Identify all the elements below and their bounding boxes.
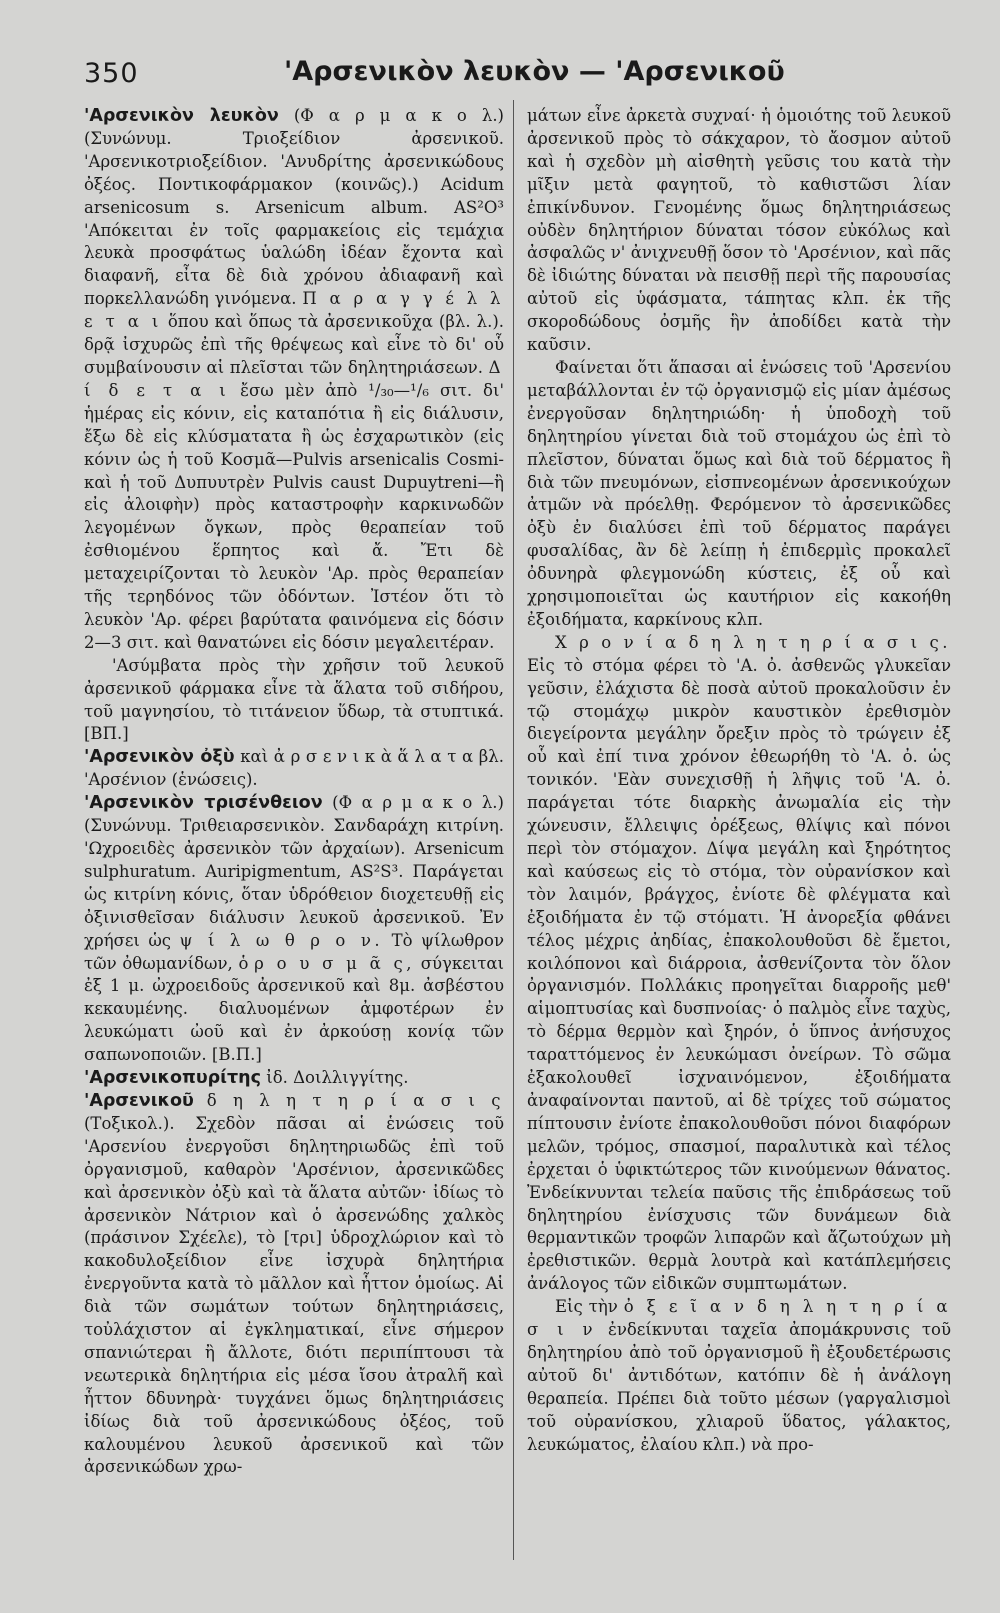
entry-text: Τὸ ψίλωθρον τῶν ὀθωμανίδων, ὁ [84,930,504,973]
entry-text: καὶ ἀ ρ σ ε ν ι κ ὰ ἅ λ α τ α βλ. 'Αρσένιον (ἑνώσεις). [84,747,505,790]
paragraph-acute [527,1296,951,1456]
entry-arsenikon-trisentheion [84,792,504,1067]
entry-text: (Φ α ρ μ α κ ο λ.) (Συνώνυμ. Τριοξείδιον ἀρσενικοῦ. 'Αρσενικοτριοξείδιον. 'Ανυδρίτης ἀρσενικώδους ὀξέος. Ποντικοφάρμακον (κοινῶς).) Acidum arsenicosum s. Arsenicum album. AS²O³ 'Απόκειται ἐν τοῖς φαρμακείοις εἰς τεμάχια λευκὰ προσφάτως ὑαλώδη ἰδέαν ἔχοντα καὶ διαφανῆ, εἶτα δὲ διὰ χρόνου ἀδιαφανῆ καὶ πορκελλανώδη γινόμενα. [84,106,504,309]
entry-text: ἔσω μὲν ἀπὸ ¹/₃₀—¹/₆ σιτ. δι' ἡμέρας εἰς κόνιν, εἰς καταπότια ἢ εἰς διάλυσιν, ἔξω δὲ εἰς κλύσματατα ἢ ὡς ἐσχαρωτικὸν (εἰς κόνιν ὡς ἡ τοῦ Κοσμᾶ—Pulvis arsenicalis Cosmi-καὶ ἡ τοῦ Δυπυυτρὲν Pulvis caust Dupuytreni—ἢ εἰς ἀλοιφὴν) πρὸς καταστροφὴν καρκινωδῶν λεγομένων ὄγκων, πρὸς θεραπείαν τοῦ ἐσθιομένου ἕρπητος καὶ ἄ. Ἔτι δὲ μεταχειρίζονται τὸ λευκὸν 'Αρ. πρὸς θεραπείαν τῆς τερηδόνος τῶν ὀδόντων. Ἰστέον ὅτι τὸ λευκὸν 'Αρ. φέρει βαρύτατα φαινόμενα εἰς δόσιν 2—3 σιτ. καὶ θανατώνει εἰς δόσιν μεγαλειτέραν. [84,380,505,652]
entry-text: ὅπου καὶ ὅπως τὰ ἀρσενικοῦχα (βλ. λ.). δρᾷ ἰσχυρῶς ἐπὶ τῆς θρέψεως καὶ εἶνε τὸ δι' οὗ συμβαίνουσιν αἱ πλεῖσται τῶν δηλητηριάσεων. [84,312,504,377]
spaced-term: ὀ ξ ε ῖ α ν δ η λ η τ η ρ ί α σ ι ν [527,1297,951,1340]
headword: 'Αρσενικὸν τρισένθειον [84,793,323,814]
headword: 'Αρσενικοῦ [84,1090,194,1111]
running-head: 'Αρσενικὸν λευκὸν — 'Αρσενικοῦ [284,56,785,87]
entry-arsenikon-oxy [84,746,504,792]
page-header [84,52,960,96]
paragraph-text: Εἰς τὴν [555,1297,624,1317]
paragraph-text: Εἰς τὸ στόμα φέρει τὸ 'Α. ὀ. ἀσθενῶς γλυκεῖαν γεῦσιν, ἐλάχιστα δὲ ποσὰ αὐτοῦ προκαλοῦσιν ἐν τῷ στομάχῳ μικρὸν καυστικὸν ἐρεθισμὸν διεγείροντα μεγάλην ὄρεξιν πρὸς τὸ τρώγειν ἐξ οὗ καὶ ἐπί τινα χρόνον ἐθεωρήθη τὸ 'Α. ὀ. ὡς τονικόν. 'Εὰν συνεχισθῇ ἡ λῆψις τοῦ 'Α. ὀ. παράγεται τότε διαρκὴς ἀνωμαλία εἰς τὴν χώνευσιν, ἔλλειψις ὀρέξεως, θλίψις καὶ πόνοι περὶ τὸν στόμαχον. Δίψα μεγάλη καὶ ξηρότητος καὶ καύσεως εἰς τὸ στόμα, τὸν οὐρανίσκον καὶ τὸν λαιμόν, βράγχος, ἐνίοτε δὲ φλέγματα καὶ ἐξοιδήματα ἐν τῷ στόματι. Ἡ ἀνορεξία φθάνει τέλος μέχρις ἀηδίας, ἐπακολουθοῦσι δὲ ἔμετοι, κοιλόπονοι καὶ διάρροια, ἀσθενίζοντα τὸν ὅλον ὀργανισμόν. Πολλάκις προηγεῖται διαρροῆς μεθ' αἱμοπτυσίας καὶ δυσπνοίας· ὁ παλμὸς εἶνε ταχὺς, τὸ δέρμα θερμὸν καὶ ξηρόν, ὁ ὕπνος ἀνήσυχος ταραττόμενος ἐν λευκώμασι ὀνείρων. Τὸ σῶμα ἐξακολουθεῖ ἰσχναινόμενον, ἐξοιδήματα ἀναφαίνονται παντοῦ, αἱ δὲ τρίχες τοῦ σώματος πίπτουσιν ἐνίοτε ἐπακολουθοῦσι πόνοι διαφόρων μελῶν, τρόμος, σπασμοί, παραλυτικὰ καὶ τέλος ἐρχεται ὁ ὑφικτώτερος τῶν κινούμενων θάνατος. Ἐνδείκνυνται τελεία παῦσις τῆς ἐπιδράσεως τοῦ δηλητηρίου ἐνίσχυσις τῶν δυνάμεων διὰ θερμαντικῶν τροφῶν λιπαρῶν καὶ ἄζωτούχων μὴ ἐρεθιστικῶν. θερμὰ λουτρὰ καὶ κατάπλεμήσεις ἀνάλογος τῶν εἰδικῶν συμπτωμάτων. [527,655,951,1294]
right-column [527,105,951,1456]
entry-text: σύγκειται ἐξ 1 μ. ὠχροειδοῦς ἀρσενικοῦ καὶ 8μ. ἀσβέστου κεκαυμένης. διαλυομένων ἀμφοτέρων ἐν λευκώματι ὠοῦ καὶ ἐν ἀρκούσῃ κονίᾳ τῶν σαπωνοποιῶν. [Β.Π.] [84,953,504,1065]
paragraph-chronic [527,632,951,1296]
entry-arsenikon-leukon [84,105,504,655]
entry-arsenikopyrites [84,1067,504,1090]
spaced-term: Δ ί δ ε τ α ι [84,357,504,400]
paragraph: 'Ασύμβατα πρὸς τὴν χρῆσιν τοῦ λευκοῦ ἀρσενικοῦ φάρμακα εἶνε τὰ ἅλατα τοῦ σιδήρου, τοῦ μαγνησίου, τὸ τιτάνειον ὕδωρ, τὰ στυπτικά. [ΒΠ.] [84,655,504,744]
spaced-term: ψ ί λ ω θ ρ ο ν. [179,930,384,950]
headword: 'Αρσενικὸν ὀξὺ [84,747,235,768]
paragraph-text: ἐνδείκνυται ταχεῖα ἀπομάκρυνσις τοῦ δηλητηρίου ἀπὸ τοῦ ὀργανισμοῦ ἢ ἐξουδετέρωσις αὐτοῦ δι' ἀντιδότων, κατόπιν δὲ ἡ ἀνάλογη θεραπεία. Πρέπει διὰ τοῦτο μέσων (γαργαλισμοὶ τοῦ οὐρανίσκου, χλιαροῦ ὕδατος, γάλακτος, λευκώματος, ἐλαίου κλπ.) νὰ προ- [527,1320,951,1454]
entry-text: (Τοξικολ.). Σχεδὸν πᾶσαι αἱ ἑνώσεις τοῦ 'Αρσενίου ἐνεργοῦσι δηλητηριωδῶς ἐπὶ τοῦ ὀργανισμοῦ, καθαρὸν 'Αρσένιον, ἀρσενικῶδες καὶ ἀρσενικὸν ὀξὺ καὶ τὰ ἅλατα αὐτῶν· ἰδίως τὸ ἀρσενικὸν Νάτριον καὶ ὁ ἀρσενώδης χαλκὸς (πράσινον Σχέελε), τὸ [τρι] ὑδροχλώριον καὶ τὸ κακοδυλοξείδιον εἶνε ἰσχυρὰ δηλητήρια ἐνεργοῦντα κατὰ τὸ μᾶλλον καὶ ἧττον ὁμοίως. Αἱ διὰ τῶν σωμάτων τούτων δηλητηριάσεις, τοὐλάχιστον αἱ ἐγκληματικαί, εἶνε σήμερον σπανιώτεραι ἢ ἄλλοτε, διότι περιπίπτουσι τὰ νεωτερικὰ δηλητήρια εἰς μέσα ἴσου ἀτραλῆ καὶ ἧττον δδυνηρὰ· τυγχάνει ὅμως δηλητηριάσεις ἰδίως διὰ τοῦ ἀρσενικώδους ὀξέος, τοῦ καλουμένου λευκοῦ ἀρσενικοῦ καὶ τῶν ἀρσενικώδων χρω- [84,1113,504,1477]
spaced-term: δ η λ η τ η ρ ί α σ ι ς [193,1090,504,1110]
left-column [84,105,504,1479]
spaced-term: Π α ρ α γ γ έ λ λ ε τ α ι [84,289,504,332]
spaced-term: ρ ο υ σ μ ᾶ ς, [254,953,415,973]
paragraph: μάτων εἶνε ἀρκετὰ συχναί· ἡ ὁμοιότης τοῦ λευκοῦ ἀρσενικοῦ πρὸς τὸ σάκχαρον, τὸ ἄοσμον αὐτοῦ καὶ ἡ σχεδὸν μὴ αἰσθητὴ γεῦσις του κατὰ τὴν μῖξιν μετὰ φαγητοῦ, τὸ καθιστῶσι λίαν ἐπικίνδυνον. Γενομένης ὅμως δηλητηριάσεως οὐδὲν δηλητήριον δύναται τόσον εὐκόλως καὶ ἀσφαλῶς ν' ἀνιχνευθῇ ὅσον τὸ 'Αρσένιον, καὶ πᾶς δὲ ἰδιώτης δύναται νὰ πεισθῇ περὶ τῆς παρουσίας αὐτοῦ εἰς ὑφάσματα, τάπητας κλπ. ἐκ τῆς σκοροδώδους ὀσμῆς ἣν ἀποδίδει κατὰ τὴν καῦσιν. [527,106,951,355]
headword: 'Αρσενικοπυρίτης [84,1068,261,1089]
page-number: 350 [84,58,139,89]
column-divider [513,100,514,1560]
entry-arsenikou-dilitiriasis [84,1090,504,1479]
entry-text: (Φ α ρ μ α κ ο λ.) (Συνώνυμ. Τριθειαρσενικὸν. Σανδαράχη κιτρίνη. 'Ωχροειδὲς ἀρσενικὸν τῶν ἀρχαίων). Arsenicum sulphuratum. Auripigmentum, AS²S³. Παράγεται ὡς κιτρίνη κόνις, ὅταν ὑδρόθειον διοχετευθῇ εἰς ὀξινισθεῖσαν διάλυσιν λευκοῦ ἀρσενικοῦ. Ἐν χρήσει ὡς [84,793,504,950]
paragraph: Φαίνεται ὅτι ἅπασαι αἱ ἑνώσεις τοῦ 'Αρσενίου μεταβάλλονται ἐν τῷ ὀργανισμῷ εἰς μίαν ἀμέσως ἐνεργοῦσαν δηλητηριώδη· ἡ ὑποδοχὴ τοῦ δηλητηρίου γίνεται διὰ τοῦ στομάχου ὡς ἐπὶ τὸ πλεῖστον, δύναται ὅμως καὶ διὰ τοῦ δέρματος ἢ διὰ τῶν πνευμόνων, εἰσπνεομένων ἀρσενικούχων ἀτμῶν νὰ πρόελθῃ. Φερόμενον τὸ ἀρσενικῶδες ὀξὺ ἐν διαλύσει ἐπὶ τοῦ δέρματος παράγει φυσαλίδας, ἂν δὲ λείπῃ ἡ ἐπιδερμὶς προκαλεῖ ὀδυνηρὰ φλεγμονώδη κύστεις, ἐξ οὗ καὶ χρησιμοποιεῖται ὡς καυτήριον εἰς κακοήθη ἐξοιδήματα, καρκίνους κλπ. [527,357,951,629]
spaced-term: Χ ρ ο ν ί α δ η λ η τ η ρ ί α σ ι ς. [555,632,951,652]
headword: 'Αρσενικὸν λευκὸν [84,106,279,126]
entry-text: ἰδ. Δοιλλιγγίτης. [261,1068,409,1088]
